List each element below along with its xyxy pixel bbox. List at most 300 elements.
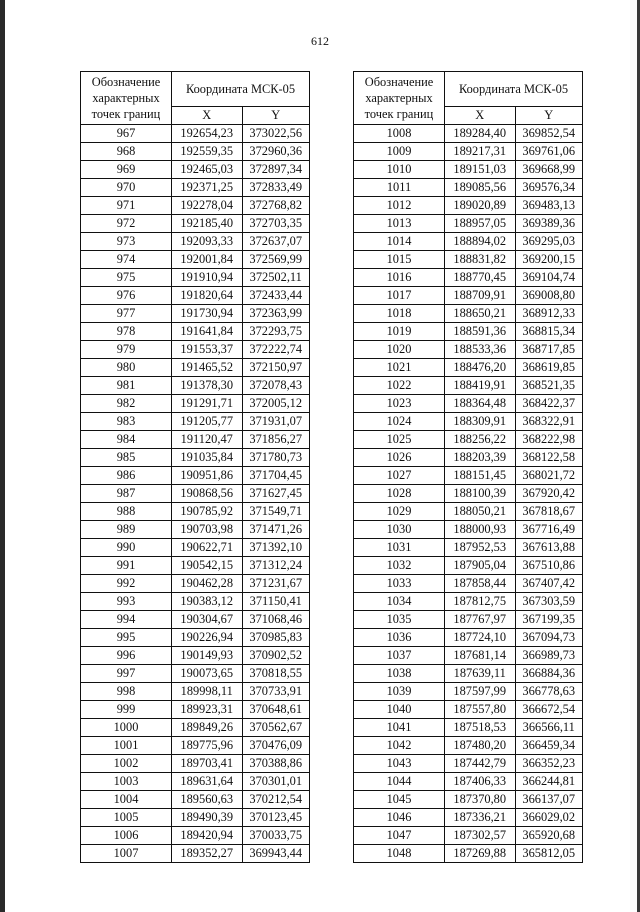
header-x: X	[445, 107, 516, 125]
point-number-cell: 1022	[354, 377, 445, 395]
table-row	[81, 413, 310, 431]
table-row	[81, 755, 310, 773]
table-row	[81, 737, 310, 755]
x-coordinate-cell: 191820,64	[172, 287, 243, 305]
point-number-cell: 1045	[354, 791, 445, 809]
header-designation: Обозначение характерных точек границ	[354, 72, 445, 125]
x-coordinate-cell: 187858,44	[445, 575, 516, 593]
table-row	[81, 449, 310, 467]
table-row	[81, 701, 310, 719]
y-coordinate-cell: 367716,49	[515, 521, 583, 539]
y-coordinate-cell: 366884,36	[515, 665, 583, 683]
table-row	[354, 557, 583, 575]
x-coordinate-cell: 190703,98	[172, 521, 243, 539]
point-number-cell: 1035	[354, 611, 445, 629]
x-coordinate-cell: 187336,21	[445, 809, 516, 827]
header-y: Y	[242, 107, 310, 125]
point-number-cell: 1030	[354, 521, 445, 539]
table-row	[354, 341, 583, 359]
y-coordinate-cell: 367303,59	[515, 593, 583, 611]
point-number-cell: 1043	[354, 755, 445, 773]
table-row	[354, 197, 583, 215]
table-row	[354, 755, 583, 773]
x-coordinate-cell: 189151,03	[445, 161, 516, 179]
point-number-cell: 1007	[81, 845, 172, 863]
point-number-cell: 1003	[81, 773, 172, 791]
y-coordinate-cell: 367407,42	[515, 575, 583, 593]
table-row	[81, 197, 310, 215]
point-number-cell: 997	[81, 665, 172, 683]
x-coordinate-cell: 188203,39	[445, 449, 516, 467]
x-coordinate-cell: 190462,28	[172, 575, 243, 593]
y-coordinate-cell: 371856,27	[242, 431, 310, 449]
y-coordinate-cell: 370985,83	[242, 629, 310, 647]
x-coordinate-cell: 191641,84	[172, 323, 243, 341]
table-row	[354, 503, 583, 521]
table-body-left	[81, 125, 310, 863]
point-number-cell: 996	[81, 647, 172, 665]
point-number-cell: 1033	[354, 575, 445, 593]
x-coordinate-cell: 191205,77	[172, 413, 243, 431]
table-row	[354, 683, 583, 701]
x-coordinate-cell: 188476,20	[445, 359, 516, 377]
x-coordinate-cell: 192465,03	[172, 161, 243, 179]
y-coordinate-cell: 365812,05	[515, 845, 583, 863]
point-number-cell: 1036	[354, 629, 445, 647]
y-coordinate-cell: 366778,63	[515, 683, 583, 701]
x-coordinate-cell: 187905,04	[445, 557, 516, 575]
x-coordinate-cell: 190383,12	[172, 593, 243, 611]
point-number-cell: 1015	[354, 251, 445, 269]
y-coordinate-cell: 370388,86	[242, 755, 310, 773]
x-coordinate-cell: 188364,48	[445, 395, 516, 413]
table-row	[354, 269, 583, 287]
table-row	[354, 143, 583, 161]
y-coordinate-cell: 370212,54	[242, 791, 310, 809]
table-row	[354, 233, 583, 251]
point-number-cell: 1046	[354, 809, 445, 827]
point-number-cell: 1009	[354, 143, 445, 161]
point-number-cell: 972	[81, 215, 172, 233]
point-number-cell: 981	[81, 377, 172, 395]
x-coordinate-cell: 187370,80	[445, 791, 516, 809]
point-number-cell: 993	[81, 593, 172, 611]
x-coordinate-cell: 188591,36	[445, 323, 516, 341]
point-number-cell: 999	[81, 701, 172, 719]
table-row	[81, 377, 310, 395]
x-coordinate-cell: 188957,05	[445, 215, 516, 233]
y-coordinate-cell: 371931,07	[242, 413, 310, 431]
y-coordinate-cell: 367510,86	[515, 557, 583, 575]
y-coordinate-cell: 371231,67	[242, 575, 310, 593]
table-row	[81, 611, 310, 629]
y-coordinate-cell: 366029,02	[515, 809, 583, 827]
x-coordinate-cell: 191553,37	[172, 341, 243, 359]
x-coordinate-cell: 187952,53	[445, 539, 516, 557]
y-coordinate-cell: 371627,45	[242, 485, 310, 503]
x-coordinate-cell: 190073,65	[172, 665, 243, 683]
y-coordinate-cell: 366137,07	[515, 791, 583, 809]
point-number-cell: 1010	[354, 161, 445, 179]
x-coordinate-cell: 190226,94	[172, 629, 243, 647]
point-number-cell: 1047	[354, 827, 445, 845]
y-coordinate-cell: 369761,06	[515, 143, 583, 161]
x-coordinate-cell: 189085,56	[445, 179, 516, 197]
table-row	[354, 125, 583, 143]
y-coordinate-cell: 368912,33	[515, 305, 583, 323]
point-number-cell: 980	[81, 359, 172, 377]
y-coordinate-cell: 371392,10	[242, 539, 310, 557]
table-row	[81, 341, 310, 359]
x-coordinate-cell: 188533,36	[445, 341, 516, 359]
header-coordinate-title: Координата МСК-05	[445, 72, 583, 107]
table-row	[354, 611, 583, 629]
point-number-cell: 985	[81, 449, 172, 467]
y-coordinate-cell: 372637,07	[242, 233, 310, 251]
table-row	[81, 773, 310, 791]
point-number-cell: 986	[81, 467, 172, 485]
point-number-cell: 1013	[354, 215, 445, 233]
x-coordinate-cell: 191910,94	[172, 269, 243, 287]
table-row	[81, 791, 310, 809]
point-number-cell: 988	[81, 503, 172, 521]
point-number-cell: 1028	[354, 485, 445, 503]
table-row	[81, 125, 310, 143]
x-coordinate-cell: 188650,21	[445, 305, 516, 323]
point-number-cell: 967	[81, 125, 172, 143]
table-row	[354, 593, 583, 611]
table-row	[81, 467, 310, 485]
point-number-cell: 1001	[81, 737, 172, 755]
table-row	[81, 179, 310, 197]
x-coordinate-cell: 191120,47	[172, 431, 243, 449]
x-coordinate-cell: 187302,57	[445, 827, 516, 845]
point-number-cell: 1024	[354, 413, 445, 431]
y-coordinate-cell: 373022,56	[242, 125, 310, 143]
x-coordinate-cell: 188309,91	[445, 413, 516, 431]
point-number-cell: 991	[81, 557, 172, 575]
table-row	[354, 161, 583, 179]
y-coordinate-cell: 369104,74	[515, 269, 583, 287]
header-coordinate-title: Координата МСК-05	[172, 72, 310, 107]
table-row	[354, 179, 583, 197]
y-coordinate-cell: 372703,35	[242, 215, 310, 233]
coordinates-table-left	[80, 71, 310, 863]
y-coordinate-cell: 369668,99	[515, 161, 583, 179]
table-row	[81, 809, 310, 827]
x-coordinate-cell: 187557,80	[445, 701, 516, 719]
point-number-cell: 1023	[354, 395, 445, 413]
header-x: X	[172, 107, 243, 125]
table-row	[81, 269, 310, 287]
point-number-cell: 987	[81, 485, 172, 503]
y-coordinate-cell: 372150,97	[242, 359, 310, 377]
y-coordinate-cell: 372960,36	[242, 143, 310, 161]
point-number-cell: 1006	[81, 827, 172, 845]
y-coordinate-cell: 366989,73	[515, 647, 583, 665]
point-number-cell: 1004	[81, 791, 172, 809]
x-coordinate-cell: 187597,99	[445, 683, 516, 701]
point-number-cell: 995	[81, 629, 172, 647]
table-row	[354, 485, 583, 503]
x-coordinate-cell: 189284,40	[445, 125, 516, 143]
y-coordinate-cell: 372293,75	[242, 323, 310, 341]
table-row	[81, 431, 310, 449]
x-coordinate-cell: 187269,88	[445, 845, 516, 863]
point-number-cell: 1019	[354, 323, 445, 341]
x-coordinate-cell: 188770,45	[445, 269, 516, 287]
x-coordinate-cell: 187724,10	[445, 629, 516, 647]
table-row	[81, 575, 310, 593]
y-coordinate-cell: 366352,23	[515, 755, 583, 773]
y-coordinate-cell: 372005,12	[242, 395, 310, 413]
page-number: 612	[311, 34, 329, 48]
table-row	[81, 629, 310, 647]
table-row	[354, 773, 583, 791]
point-number-cell: 982	[81, 395, 172, 413]
table-row	[81, 845, 310, 863]
y-coordinate-cell: 371549,71	[242, 503, 310, 521]
y-coordinate-cell: 368521,35	[515, 377, 583, 395]
point-number-cell: 1000	[81, 719, 172, 737]
point-number-cell: 1031	[354, 539, 445, 557]
x-coordinate-cell: 189849,26	[172, 719, 243, 737]
x-coordinate-cell: 188256,22	[445, 431, 516, 449]
table-row	[354, 251, 583, 269]
x-coordinate-cell: 188894,02	[445, 233, 516, 251]
x-coordinate-cell: 187767,97	[445, 611, 516, 629]
x-coordinate-cell: 191291,71	[172, 395, 243, 413]
x-coordinate-cell: 190542,15	[172, 557, 243, 575]
y-coordinate-cell: 369200,15	[515, 251, 583, 269]
table-row	[354, 413, 583, 431]
point-number-cell: 978	[81, 323, 172, 341]
x-coordinate-cell: 192001,84	[172, 251, 243, 269]
x-coordinate-cell: 189352,27	[172, 845, 243, 863]
y-coordinate-cell: 372569,99	[242, 251, 310, 269]
y-coordinate-cell: 367094,73	[515, 629, 583, 647]
table-row	[81, 251, 310, 269]
x-coordinate-cell: 189490,39	[172, 809, 243, 827]
y-coordinate-cell: 370733,91	[242, 683, 310, 701]
x-coordinate-cell: 187480,20	[445, 737, 516, 755]
x-coordinate-cell: 188709,91	[445, 287, 516, 305]
y-coordinate-cell: 368717,85	[515, 341, 583, 359]
y-coordinate-cell: 366566,11	[515, 719, 583, 737]
table-row	[354, 575, 583, 593]
x-coordinate-cell: 189631,64	[172, 773, 243, 791]
point-number-cell: 1027	[354, 467, 445, 485]
table-row	[81, 593, 310, 611]
point-number-cell: 1021	[354, 359, 445, 377]
point-number-cell: 1016	[354, 269, 445, 287]
y-coordinate-cell: 369008,80	[515, 287, 583, 305]
point-number-cell: 1042	[354, 737, 445, 755]
table-row	[354, 449, 583, 467]
x-coordinate-cell: 189923,31	[172, 701, 243, 719]
table-row	[354, 827, 583, 845]
table-row	[354, 521, 583, 539]
x-coordinate-cell: 190785,92	[172, 503, 243, 521]
x-coordinate-cell: 189998,11	[172, 683, 243, 701]
x-coordinate-cell: 189420,94	[172, 827, 243, 845]
table-row	[354, 359, 583, 377]
point-number-cell: 1002	[81, 755, 172, 773]
point-number-cell: 992	[81, 575, 172, 593]
x-coordinate-cell: 187639,11	[445, 665, 516, 683]
y-coordinate-cell: 367920,42	[515, 485, 583, 503]
point-number-cell: 971	[81, 197, 172, 215]
y-coordinate-cell: 368619,85	[515, 359, 583, 377]
y-coordinate-cell: 371150,41	[242, 593, 310, 611]
table-row	[81, 557, 310, 575]
y-coordinate-cell: 368422,37	[515, 395, 583, 413]
table-row	[81, 359, 310, 377]
y-coordinate-cell: 370033,75	[242, 827, 310, 845]
point-number-cell: 973	[81, 233, 172, 251]
x-coordinate-cell: 188419,91	[445, 377, 516, 395]
y-coordinate-cell: 372222,74	[242, 341, 310, 359]
point-number-cell: 1037	[354, 647, 445, 665]
y-coordinate-cell: 365920,68	[515, 827, 583, 845]
x-coordinate-cell: 192654,23	[172, 125, 243, 143]
point-number-cell: 1026	[354, 449, 445, 467]
point-number-cell: 1039	[354, 683, 445, 701]
point-number-cell: 974	[81, 251, 172, 269]
y-coordinate-cell: 372363,99	[242, 305, 310, 323]
y-coordinate-cell: 372502,11	[242, 269, 310, 287]
point-number-cell: 1034	[354, 593, 445, 611]
table-row	[81, 827, 310, 845]
y-coordinate-cell: 370902,52	[242, 647, 310, 665]
table-row	[354, 719, 583, 737]
y-coordinate-cell: 372768,82	[242, 197, 310, 215]
x-coordinate-cell: 187812,75	[445, 593, 516, 611]
x-coordinate-cell: 191465,52	[172, 359, 243, 377]
x-coordinate-cell: 189020,89	[445, 197, 516, 215]
y-coordinate-cell: 368122,58	[515, 449, 583, 467]
y-coordinate-cell: 372833,49	[242, 179, 310, 197]
table-row	[81, 215, 310, 233]
x-coordinate-cell: 189217,31	[445, 143, 516, 161]
point-number-cell: 1048	[354, 845, 445, 863]
y-coordinate-cell: 369852,54	[515, 125, 583, 143]
point-number-cell: 1008	[354, 125, 445, 143]
point-number-cell: 979	[81, 341, 172, 359]
table-row	[354, 665, 583, 683]
table-row	[81, 305, 310, 323]
table-row	[354, 287, 583, 305]
table-row	[354, 809, 583, 827]
point-number-cell: 1018	[354, 305, 445, 323]
point-number-cell: 989	[81, 521, 172, 539]
table-row	[354, 701, 583, 719]
x-coordinate-cell: 188050,21	[445, 503, 516, 521]
table-body-right	[354, 125, 583, 863]
y-coordinate-cell: 366459,34	[515, 737, 583, 755]
x-coordinate-cell: 192559,35	[172, 143, 243, 161]
y-coordinate-cell: 369576,34	[515, 179, 583, 197]
point-number-cell: 983	[81, 413, 172, 431]
x-coordinate-cell: 188831,82	[445, 251, 516, 269]
x-coordinate-cell: 190622,71	[172, 539, 243, 557]
point-number-cell: 1011	[354, 179, 445, 197]
y-coordinate-cell: 369389,36	[515, 215, 583, 233]
table-row	[354, 395, 583, 413]
x-coordinate-cell: 191730,94	[172, 305, 243, 323]
header-designation: Обозначение характерных точек границ	[81, 72, 172, 125]
y-coordinate-cell: 370301,01	[242, 773, 310, 791]
table-row	[81, 143, 310, 161]
y-coordinate-cell: 372897,34	[242, 161, 310, 179]
point-number-cell: 975	[81, 269, 172, 287]
x-coordinate-cell: 191378,30	[172, 377, 243, 395]
point-number-cell: 994	[81, 611, 172, 629]
point-number-cell: 1041	[354, 719, 445, 737]
x-coordinate-cell: 190868,56	[172, 485, 243, 503]
x-coordinate-cell: 188151,45	[445, 467, 516, 485]
point-number-cell: 969	[81, 161, 172, 179]
x-coordinate-cell: 191035,84	[172, 449, 243, 467]
y-coordinate-cell: 371068,46	[242, 611, 310, 629]
y-coordinate-cell: 370123,45	[242, 809, 310, 827]
table-row	[81, 233, 310, 251]
y-coordinate-cell: 368021,72	[515, 467, 583, 485]
scan-left-edge	[0, 0, 5, 912]
x-coordinate-cell: 188100,39	[445, 485, 516, 503]
table-row	[81, 647, 310, 665]
y-coordinate-cell: 368322,91	[515, 413, 583, 431]
table-row	[354, 791, 583, 809]
x-coordinate-cell: 190149,93	[172, 647, 243, 665]
table-row	[81, 683, 310, 701]
point-number-cell: 1014	[354, 233, 445, 251]
y-coordinate-cell: 370648,61	[242, 701, 310, 719]
y-coordinate-cell: 370818,55	[242, 665, 310, 683]
x-coordinate-cell: 192278,04	[172, 197, 243, 215]
table-row	[354, 629, 583, 647]
y-coordinate-cell: 366244,81	[515, 773, 583, 791]
x-coordinate-cell: 192093,33	[172, 233, 243, 251]
table-row	[81, 323, 310, 341]
y-coordinate-cell: 372078,43	[242, 377, 310, 395]
table-row	[354, 647, 583, 665]
table-row	[81, 395, 310, 413]
y-coordinate-cell: 369943,44	[242, 845, 310, 863]
y-coordinate-cell: 370562,67	[242, 719, 310, 737]
table-row	[354, 467, 583, 485]
table-row	[354, 323, 583, 341]
header-y: Y	[515, 107, 583, 125]
y-coordinate-cell: 369483,13	[515, 197, 583, 215]
y-coordinate-cell: 367199,35	[515, 611, 583, 629]
x-coordinate-cell: 188000,93	[445, 521, 516, 539]
y-coordinate-cell: 371471,26	[242, 521, 310, 539]
table-row	[81, 485, 310, 503]
y-coordinate-cell: 371780,73	[242, 449, 310, 467]
point-number-cell: 1029	[354, 503, 445, 521]
x-coordinate-cell: 187406,33	[445, 773, 516, 791]
point-number-cell: 1025	[354, 431, 445, 449]
table-row	[354, 215, 583, 233]
table-row	[81, 539, 310, 557]
x-coordinate-cell: 189703,41	[172, 755, 243, 773]
table-row	[81, 665, 310, 683]
y-coordinate-cell: 367818,67	[515, 503, 583, 521]
y-coordinate-cell: 366672,54	[515, 701, 583, 719]
x-coordinate-cell: 190951,86	[172, 467, 243, 485]
point-number-cell: 1020	[354, 341, 445, 359]
